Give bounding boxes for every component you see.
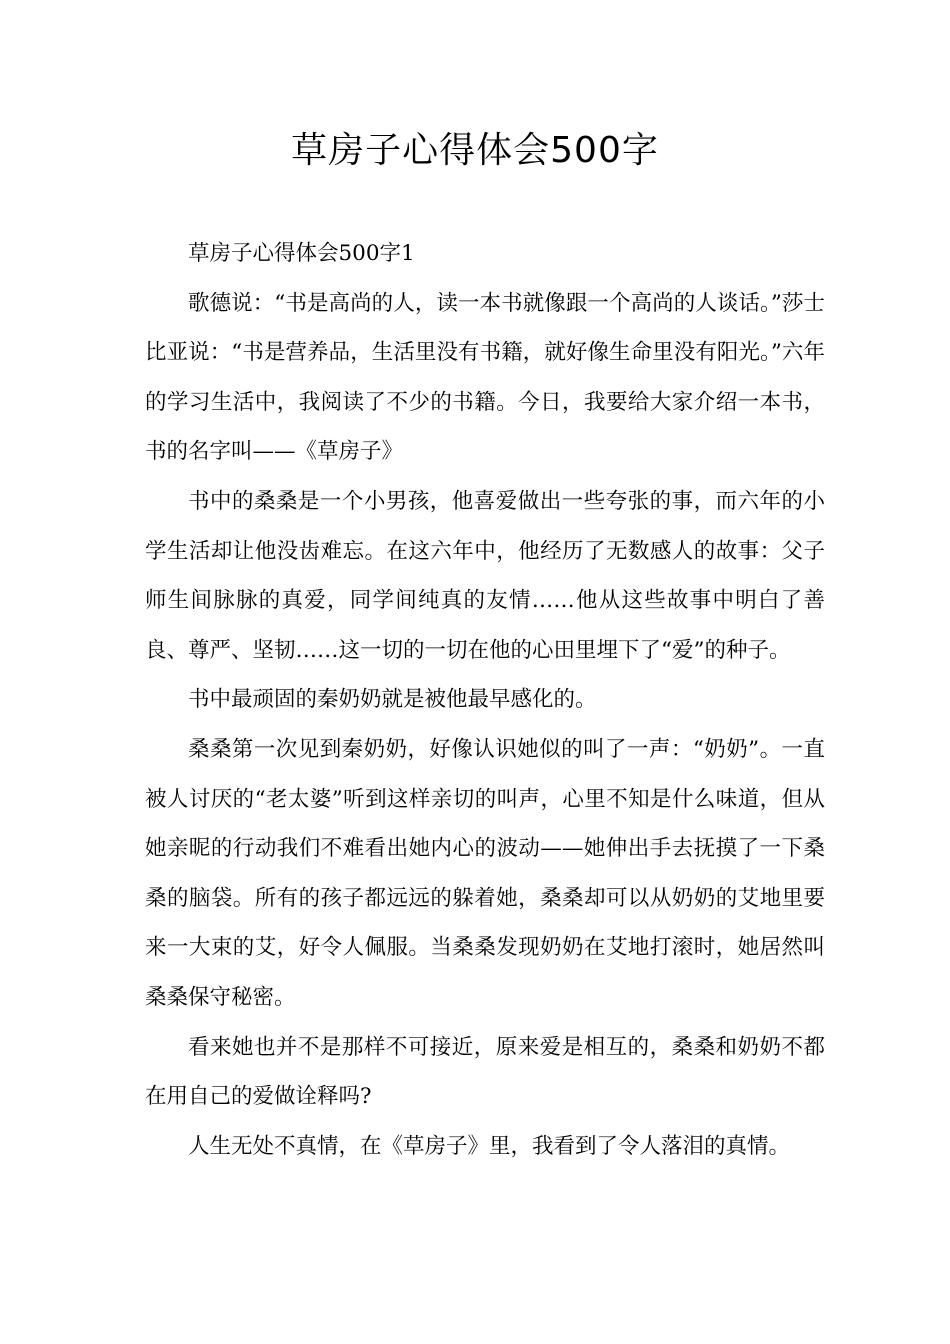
paragraph-3: 书中最顽固的秦奶奶就是被他最早感化的。 xyxy=(188,687,597,713)
section-heading: 草房子心得体会500字1 xyxy=(188,241,415,266)
document-title: 草房子心得体会500字 xyxy=(291,130,659,171)
document-body xyxy=(145,229,825,1171)
paragraph-2: 书中的桑桑是一个小男孩，他喜爱做出一些夸张的事，而六年的小学生活却让他没齿难忘。在这六年中，他经历了无数感人的故事：父子师生间脉脉的真爱，同学间纯真的友情……他从这些故事中明白了善良、尊严、坚韧……这一切的一切在他的心田里埋下了“爱”的种子。 xyxy=(145,488,825,663)
paragraph-6: 人生无处不真情，在《草房子》里，我看到了令人落泪的真情。 xyxy=(188,1133,791,1159)
paragraph-1: 歌德说：“书是高尚的人，读一本书就像跟一个高尚的人谈话。”莎士比亚说：“书是营养品，生活里没有书籍，就好像生命里没有阳光。”六年的学习生活中，我阅读了不少的书籍。今日，我要给大家介绍一本书，书的名字叫——《草房子》 xyxy=(145,290,825,465)
paragraph-5: 看来她也并不是那样不可接近，原来爱是相互的，桑桑和奶奶不都在用自己的爱做诠释吗? xyxy=(145,1034,825,1110)
paragraph-4: 桑桑第一次见到秦奶奶，好像认识她似的叫了一声：“奶奶”。一直被人讨厌的“老太婆”听到这样亲切的叫声，心里不知是什么味道，但从她亲昵的行动我们不难看出她内心的波动——她伸出手去抚摸了一下桑桑的脑袋。所有的孩子都远远的躲着她，桑桑却可以从奶奶的艾地里要来一大束的艾，好令人佩服。当桑桑发现奶奶在艾地打滚时，她居然叫桑桑保守秘密。 xyxy=(145,736,825,1010)
